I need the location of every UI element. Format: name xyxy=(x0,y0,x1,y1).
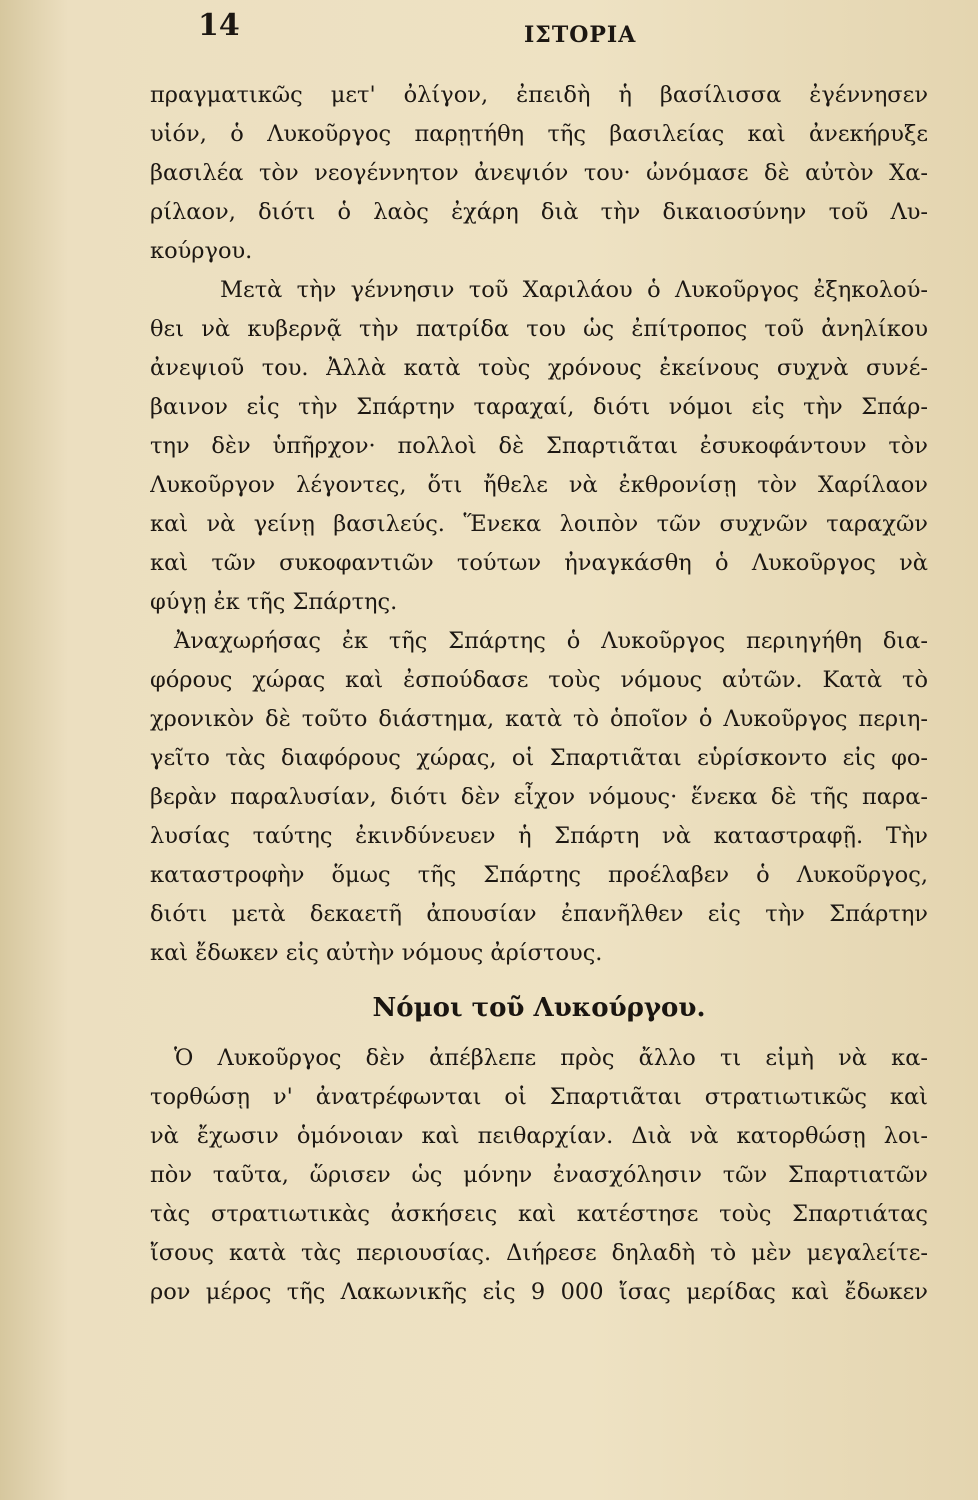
text-line: πὸν ταῦτα, ὥρισεν ὡς μόνην ἐνασχόλησιν τῶν Σπαρτιατῶν xyxy=(150,1162,928,1188)
text-line: τὰς στρατιωτικὰς ἀσκήσεις καὶ κατέστησε τοὺς Σπαρτιάτας xyxy=(150,1201,928,1227)
running-head: ΙΣΤΟΡΙΑ xyxy=(524,22,637,48)
text-line: βασιλέα τὸν νεογέννητον ἀνεψιόν του· ὠνόμασε δὲ αὐτὸν Χα- xyxy=(150,160,928,186)
text-line: ρίλαον, διότι ὁ λαὸς ἐχάρη διὰ τὴν δικαιοσύνην τοῦ Λυ- xyxy=(150,199,928,225)
page-number: 14 xyxy=(198,8,240,43)
text-line: καὶ τῶν συκοφαντιῶν τούτων ἠναγκάσθη ὁ Λυκοῦργος νὰ xyxy=(150,550,928,576)
text-line: νὰ ἔχωσιν ὁμόνοιαν καὶ πειθαρχίαν. Διὰ νὰ κατορθώσῃ λοι- xyxy=(150,1123,928,1149)
body-text xyxy=(150,76,928,1312)
text-line: θει νὰ κυβερνᾷ τὴν πατρίδα του ὡς ἐπίτροπος τοῦ ἀνηλίκου xyxy=(150,316,928,342)
text-line: ἴσους κατὰ τὰς περιουσίας. Διήρεσε δηλαδὴ τὸ μὲν μεγαλείτε- xyxy=(150,1240,928,1266)
text-line: καὶ νὰ γείνῃ βασιλεύς. Ἕνεκα λοιπὸν τῶν συχνῶν ταραχῶν xyxy=(150,511,928,537)
text-line: ἀνεψιοῦ του. Ἀλλὰ κατὰ τοὺς χρόνους ἐκείνους συχνὰ συνέ- xyxy=(150,355,928,381)
text-line: φόρους χώρας καὶ ἐσπούδασε τοὺς νόμους αὐτῶν. Κατὰ τὸ xyxy=(150,667,928,693)
text-line: βαινον εἰς τὴν Σπάρτην ταραχαί, διότι νόμοι εἰς τὴν Σπάρ- xyxy=(150,394,928,420)
section-heading: Νόμοι τοῦ Λυκούργου. xyxy=(372,993,706,1023)
text-line: Ἀναχωρήσας ἐκ τῆς Σπάρτης ὁ Λυκοῦργος περιηγήθη δια- xyxy=(174,628,928,654)
text-line: τορθώσῃ ν' ἀνατρέφωνται οἱ Σπαρτιᾶται στρατιωτικῶς καὶ xyxy=(150,1084,928,1110)
text-line: χρονικὸν δὲ τοῦτο διάστημα, κατὰ τὸ ὁποῖον ὁ Λυκοῦργος περιη- xyxy=(150,706,928,732)
text-line: κούργου. xyxy=(150,238,253,264)
text-line: γεῖτο τὰς διαφόρους χώρας, οἱ Σπαρτιᾶται εὑρίσκοντο εἰς φο- xyxy=(150,745,928,771)
text-line: λυσίας ταύτης ἐκινδύνευεν ἡ Σπάρτη νὰ καταστραφῇ. Τὴν xyxy=(150,823,928,849)
text-line: Ὁ Λυκοῦργος δὲν ἀπέβλεπε πρὸς ἄλλο τι εἰμὴ νὰ κα- xyxy=(174,1045,928,1071)
text-line: την δὲν ὑπῆρχον· πολλοὶ δὲ Σπαρτιᾶται ἐσυκοφάντουν τὸν xyxy=(150,433,928,459)
text-line: πραγματικῶς μετ' ὀλίγον, ἐπειδὴ ἡ βασίλισσα ἐγέννησεν xyxy=(150,82,928,108)
text-line: ρον μέρος τῆς Λακωνικῆς εἰς 9 000 ἴσας μερίδας καὶ ἔδωκεν xyxy=(150,1279,928,1305)
text-line: Μετὰ τὴν γέννησιν τοῦ Χαριλάου ὁ Λυκοῦργος ἐξηκολού- xyxy=(220,277,928,303)
text-line: διότι μετὰ δεκαετῆ ἀπουσίαν ἐπανῆλθεν εἰς τὴν Σπάρτην xyxy=(150,901,928,927)
text-line: φύγῃ ἐκ τῆς Σπάρτης. xyxy=(150,589,398,615)
text-line: καταστροφὴν ὅμως τῆς Σπάρτης προέλαβεν ὁ Λυκοῦργος, xyxy=(150,862,928,888)
text-line: υἱόν, ὁ Λυκοῦργος παρῃτήθη τῆς βασιλείας καὶ ἀνεκήρυξε xyxy=(150,121,928,147)
text-line: βερὰν παραλυσίαν, διότι δὲν εἶχον νόμους· ἕνεκα δὲ τῆς παρα- xyxy=(150,784,928,810)
text-line: καὶ ἔδωκεν εἰς αὐτὴν νόμους ἀρίστους. xyxy=(150,940,603,966)
text-line: Λυκοῦργον λέγοντες, ὅτι ἤθελε νὰ ἐκθρονίσῃ τὸν Χαρίλαον xyxy=(150,472,928,498)
